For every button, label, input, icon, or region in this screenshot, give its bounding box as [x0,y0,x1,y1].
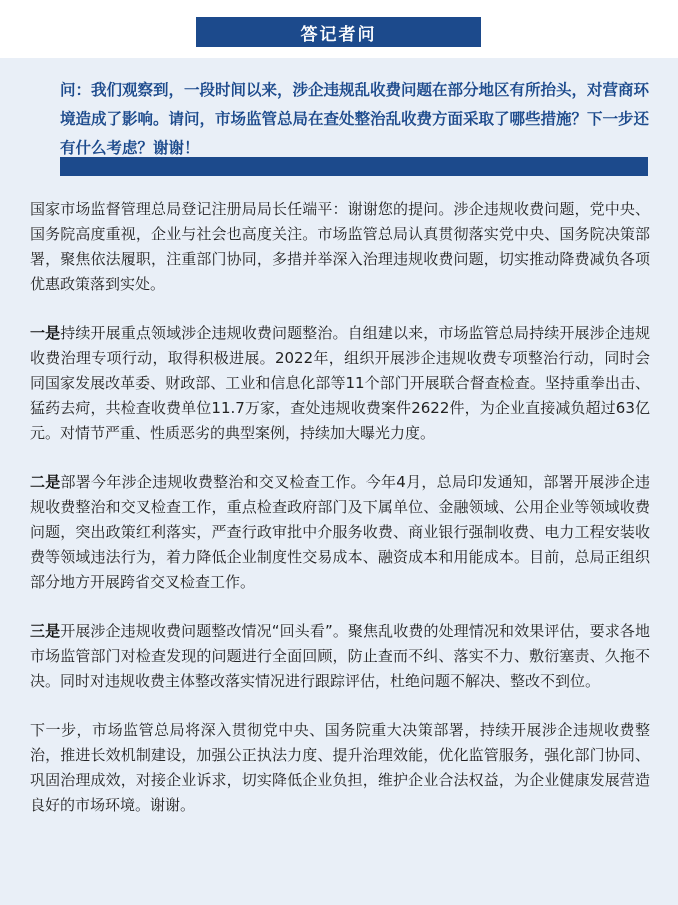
header-area [0,0,678,58]
question-divider-bar [60,157,648,176]
answer-point-3 [30,619,650,694]
point-3-lead: 三是 [30,622,61,640]
answer-body [30,197,650,842]
question-text: 问：我们观察到，一段时间以来，涉企违规乱收费问题在部分地区有所抬头，对营商环境造成了影响。请问，市场监管总局在查处整治乱收费方面采取了哪些措施？下一步还有什么考虑？谢谢！ [60,81,650,157]
point-2-text: 部署今年涉企违规收费整治和交叉检查工作。今年4月，总局印发通知，部署开展涉企违规收费整治和交叉检查工作，重点检查政府部门及下属单位、金融领域、公用企业等领域收费问题，突出政策红利落实，严查行政审批中介服务收费、商业银行强制收费、电力工程安装收费等领域违法行为，着力降低企业制度性交易成本、融资成本和用能成本。目前，总局正组织部分地方开展跨省交叉检查工作。 [30,473,650,591]
point-2-lead: 二是 [30,473,61,491]
answer-point-1 [30,321,650,446]
answer-closing: 下一步，市场监管总局将深入贯彻党中央、国务院重大决策部署，持续开展涉企违规收费整治，推进长效机制建设，加强公正执法力度、提升治理效能，优化监管服务，强化部门协同、巩固治理成效，对接企业诉求，切实降低企业负担，维护企业合法权益，为企业健康发展营造良好的市场环境。谢谢。 [30,721,650,814]
section-title-banner: 答记者问 [196,17,481,47]
point-1-lead: 一是 [30,324,61,342]
answer-intro: 国家市场监督管理总局登记注册局局长任端平：谢谢您的提问。涉企违规收费问题，党中央、国务院高度重视，企业与社会也高度关注。市场监管总局认真贯彻落实党中央、国务院决策部署，聚焦依法履职，注重部门协同，多措并举深入治理违规收费问题，切实推动降费减负各项优惠政策落到实处。 [30,200,650,293]
point-1-text: 持续开展重点领域涉企违规收费问题整治。自组建以来，市场监管总局持续开展涉企违规收费治理专项行动，取得积极进展。2022年，组织开展涉企违规收费专项整治行动，同时会同国家发展改革委、财政部、工业和信息化部等11个部门开展联合督查检查。坚持重拳出击、猛药去疴，共检查收费单位11.7万家，查处违规收费案件2622件，为企业直接减负超过63亿元。对情节严重、性质恶劣的典型案例，持续加大曝光力度。 [30,324,650,442]
point-3-text: 开展涉企违规收费问题整改情况“回头看”。聚焦乱收费的处理情况和效果评估，要求各地市场监管部门对检查发现的问题进行全面回顾，防止查而不纠、落实不力、敷衍塞责、久拖不决。同时对违规收费主体整改落实情况进行跟踪评估，杜绝问题不解决、整改不到位。 [30,622,650,690]
answer-point-2 [30,470,650,595]
